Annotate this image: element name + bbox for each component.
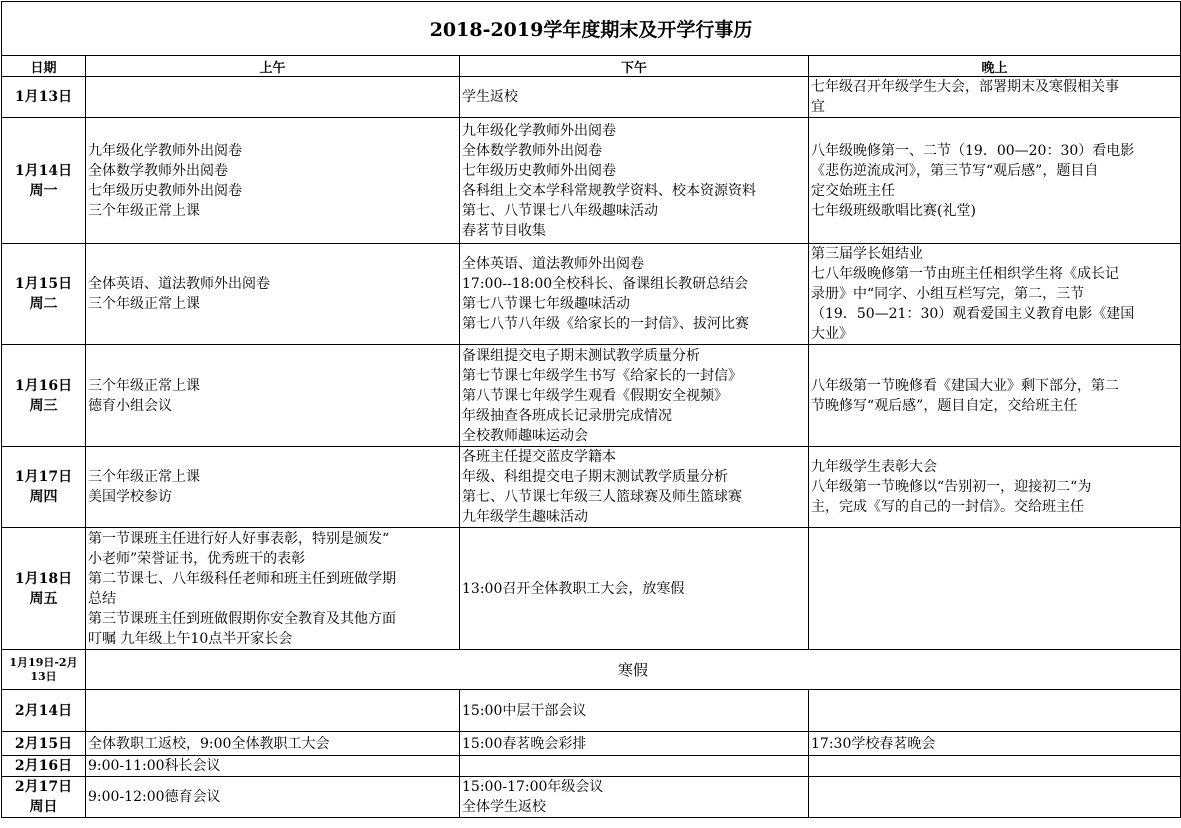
morning-cell [86, 690, 460, 732]
afternoon-line: 年级、科组提交电子期末测试教学质量分析 [462, 469, 728, 485]
evening-cell [809, 690, 1181, 732]
evening-cell [809, 447, 1181, 528]
afternoon-line: 九年级化学教师外出阅卷 [462, 122, 616, 139]
date-line: 2月17日 [14, 779, 73, 795]
morning-cell [86, 345, 460, 447]
date-line: 1月18日 [14, 570, 73, 587]
schedule-row [2, 528, 1181, 650]
evening-line: 第三届学长姐结业 [811, 246, 923, 262]
date-line: 周三 [29, 397, 58, 414]
morning-line: 第二节课七、八年级科任老师和班主任到班做学期 [88, 570, 396, 587]
afternoon-line: 七年级历史教师外出阅卷 [462, 162, 616, 179]
afternoon-line: 15:00-17:00年级会议 [462, 779, 604, 795]
schedule-row [2, 118, 1181, 244]
schedule-row [2, 345, 1181, 447]
afternoon-cell [460, 777, 809, 818]
evening-cell [809, 77, 1181, 118]
afternoon-line: 第八节课七年级学生观看《假期安全视频》 [462, 387, 728, 404]
evening-cell [809, 732, 1181, 756]
morning-line: 三个年级正常上课 [88, 469, 200, 485]
morning-cell [86, 244, 460, 345]
schedule-row [2, 447, 1181, 528]
afternoon-line: 全体英语、道法教师外出阅卷 [462, 256, 644, 272]
schedule-row [2, 244, 1181, 345]
date-line: 1月16日 [14, 377, 73, 394]
date-line: 1月14日 [14, 162, 73, 179]
morning-cell [86, 777, 460, 818]
morning-line: 德育小组会议 [88, 397, 172, 414]
date-line: 周一 [29, 182, 58, 199]
afternoon-line: 17:00--18:00全校科长、备课组长教研总结会 [462, 276, 749, 292]
afternoon-line: 全体数学教师外出阅卷 [462, 142, 602, 159]
schedule-row [2, 732, 1181, 756]
morning-line: 小老师”荣誉证书，优秀班干的表彰 [88, 550, 306, 567]
date-line: 1月13日 [14, 89, 73, 105]
afternoon-cell [460, 690, 809, 732]
afternoon-cell [460, 77, 809, 118]
evening-line: 八年级第一节晚修看《建国大业》剩下部分，第二 [811, 377, 1119, 394]
date-line: 2月14日 [14, 702, 73, 719]
morning-line: 总结 [88, 590, 116, 607]
afternoon-line: 第七节课七年级学生书写《给家长的一封信》 [462, 367, 742, 384]
evening-line: 七年级班级歌唱比赛(礼堂) [811, 202, 976, 219]
schedule-row [2, 777, 1181, 818]
header-afternoon: 下午 [460, 56, 809, 77]
evening-cell [809, 118, 1181, 244]
afternoon-cell [460, 528, 809, 650]
date-line: 1月17日 [14, 469, 73, 485]
header-morning: 上午 [86, 56, 460, 77]
evening-line: 17:30学校春茗晚会 [811, 735, 936, 752]
header-date: 日期 [2, 56, 86, 77]
afternoon-cell [460, 118, 809, 244]
morning-line: 全体教职工返校，9:00全体教职工大会 [88, 735, 330, 752]
afternoon-cell [460, 732, 809, 756]
morning-line: 三个年级正常上课 [88, 202, 200, 219]
afternoon-line: 年级抽查各班成长记录册完成情况 [462, 407, 672, 424]
evening-line: 七年级召开年级学生大会，部署期末及寒假相关事 [811, 79, 1119, 95]
date-line: 13日 [30, 669, 57, 683]
morning-line: 三个年级正常上课 [88, 377, 200, 394]
date-cell [2, 756, 86, 777]
afternoon-line: 第七八节课七年级趣味活动 [462, 296, 630, 312]
afternoon-line: 学生返校 [462, 89, 518, 105]
evening-line: 节晚修写“观后感”，题目自定，交给班主任 [811, 397, 1078, 414]
schedule-row [2, 77, 1181, 118]
morning-cell [86, 118, 460, 244]
morning-cell [86, 77, 460, 118]
morning-cell [86, 447, 460, 528]
schedule-row [2, 650, 1181, 690]
schedule-table [1, 1, 1181, 818]
page-title: 2018-2019学年度期末及开学行事历 [2, 2, 1181, 56]
morning-cell [86, 528, 460, 650]
date-cell [2, 77, 86, 118]
evening-line: 八年级第一节晚修以“告别初一，迎接初二“为 [811, 479, 1092, 495]
date-cell [2, 650, 86, 690]
morning-cell [86, 732, 460, 756]
morning-line: 美国学校参访 [88, 489, 172, 505]
afternoon-line: 第七、八节课七八年级趣味活动 [462, 202, 658, 219]
evening-cell [809, 345, 1181, 447]
afternoon-line: 全校教师趣味运动会 [462, 427, 588, 444]
date-cell [2, 345, 86, 447]
morning-line: 全体英语、道法教师外出阅卷 [88, 276, 270, 292]
date-line: 周二 [29, 296, 58, 312]
evening-line: （19．50—21：30）观看爱国主义教育电影《建国 [811, 306, 1135, 322]
afternoon-cell [460, 345, 809, 447]
afternoon-line: 第七、八节课七年级三人篮球赛及师生篮球赛 [462, 489, 742, 505]
morning-line: 9:00-11:00科长会议 [88, 758, 221, 774]
evening-line: 主，完成《写的自己的一封信》。交给班主任 [811, 499, 1084, 515]
date-line: 周日 [29, 799, 58, 815]
evening-line: 录册》中“同字、小组互栏写完，第二，三节 [811, 286, 1085, 302]
morning-cell [86, 756, 460, 777]
afternoon-line: 13:00召开全体教职工大会，放寒假 [462, 580, 685, 597]
afternoon-line: 全体学生返校 [462, 799, 546, 815]
date-cell [2, 732, 86, 756]
date-line: 周五 [29, 590, 58, 607]
date-line: 周四 [29, 489, 58, 505]
afternoon-cell [460, 244, 809, 345]
afternoon-line: 15:00春茗晚会彩排 [462, 735, 587, 752]
date-line: 2月15日 [14, 735, 73, 752]
evening-line: 九年级学生表彰大会 [811, 459, 937, 475]
schedule-row [2, 756, 1181, 777]
evening-line: 《悲伤逆流成河》，第三节写“观后感”，题目自 [811, 162, 1099, 179]
afternoon-line: 春茗节目收集 [462, 222, 546, 239]
evening-cell [809, 756, 1181, 777]
date-cell [2, 118, 86, 244]
date-cell [2, 244, 86, 345]
afternoon-line: 第七八节八年级《给家长的一封信》、拔河比赛 [462, 316, 749, 332]
afternoon-line: 备课组提交电子期末测试教学质量分析 [462, 347, 700, 364]
schedule-row [2, 690, 1181, 732]
afternoon-line: 各班主任提交蓝皮学籍本 [462, 449, 616, 465]
morning-line: 全体数学教师外出阅卷 [88, 162, 228, 179]
morning-line: 三个年级正常上课 [88, 296, 200, 312]
morning-line: 七年级历史教师外出阅卷 [88, 182, 242, 199]
afternoon-line: 各科组上交本学科常规教学资料、校本资源资料 [462, 182, 756, 199]
afternoon-line: 九年级学生趣味活动 [462, 509, 588, 525]
date-line: 2月16日 [14, 758, 73, 774]
morning-line: 第一节课班主任进行好人好事表彰，特别是颁发“ [88, 530, 390, 547]
date-cell [2, 690, 86, 732]
evening-cell [809, 244, 1181, 345]
afternoon-cell [460, 447, 809, 528]
morning-line: 九年级化学教师外出阅卷 [88, 142, 242, 159]
morning-line: 叮嘱 九年级上午10点半开家长会 [88, 630, 293, 647]
morning-line: 第三节课班主任到班做假期你安全教育及其他方面 [88, 610, 396, 627]
evening-line: 八年级晚修第一、二节（19．00—20：30）看电影 [811, 142, 1135, 159]
evening-cell [809, 777, 1181, 818]
holiday-cell: 寒假 [86, 650, 1181, 690]
date-cell [2, 447, 86, 528]
evening-line: 大业》 [811, 326, 853, 342]
evening-line: 宜 [811, 99, 825, 115]
evening-line: 定交始班主任 [811, 182, 895, 199]
afternoon-line: 15:00中层干部会议 [462, 702, 587, 719]
evening-line: 七八年级晚修第一节由班主任相织学生将《成长记 [811, 266, 1119, 282]
evening-cell [809, 528, 1181, 650]
morning-line: 9:00-12:00德育会议 [88, 789, 221, 805]
date-cell [2, 777, 86, 818]
date-line: 1月19日-2月 [9, 655, 78, 669]
date-cell [2, 528, 86, 650]
header-evening: 晚上 [809, 56, 1181, 77]
header-row [2, 56, 1181, 77]
afternoon-cell [460, 756, 809, 777]
date-line: 1月15日 [14, 276, 73, 292]
